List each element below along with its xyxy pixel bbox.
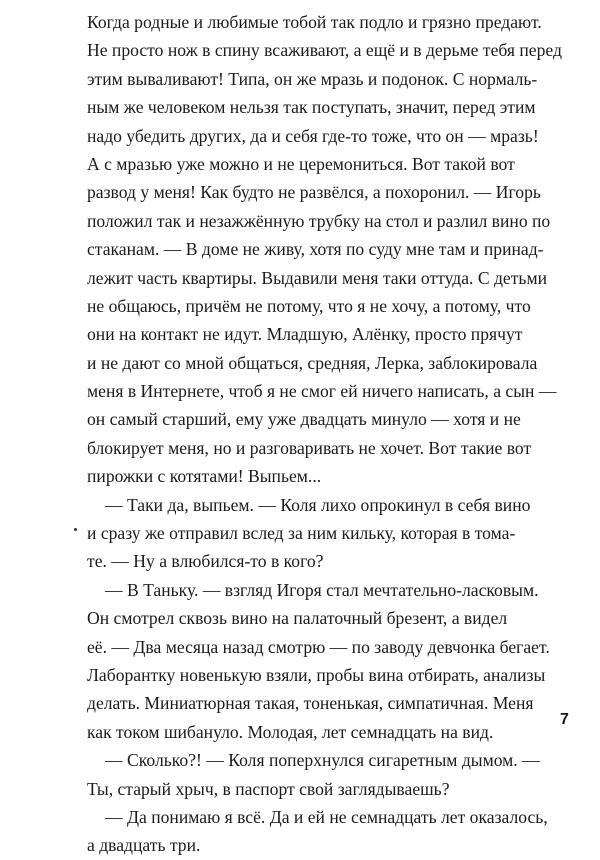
text-line: Лаборантку новенькую взяли, пробы вина отбирать, анализы <box>87 664 546 685</box>
text-line: стаканам. — В доме не живу, хотя по суду мне там и принад- <box>87 239 544 260</box>
text-line: и не дают со мной общаться, средняя, Лерка, заблокировала <box>87 352 538 373</box>
text-line: он самый старший, ему уже двадцать минуло — хотя и не <box>87 409 521 430</box>
text-line: этим вываливают! Типа, он же мразь и подонок. С нормаль- <box>87 68 538 89</box>
text-line: надо убедить других, да и себя где-то тоже, что он — мразь! <box>87 125 539 146</box>
paragraph-start-line: — Да понимаю я всё. Да и ей не семнадцать лет оказалось, <box>105 806 548 827</box>
text-line: Не просто нож в спину всаживают, а ещё и в дерьме тебя перед <box>87 40 562 61</box>
text-line: лежит часть квартиры. Выдавили меня таки оттуда. С детьми <box>87 267 548 288</box>
text-line: не общаюсь, причём не потому, что я не хочу, а потому, что <box>87 295 531 316</box>
text-line: Он смотрел сквозь вино на палаточный брезент, а видел <box>87 608 508 629</box>
text-line: её. — Два месяца назад смотрю — по заводу девчонка бегает. <box>87 636 550 657</box>
text-line: Когда родные и любимые тобой так подло и грязно предают. <box>87 12 542 32</box>
text-line: Ты, старый хрыч, в паспорт свой заглядываешь? <box>87 778 450 799</box>
text-line: они на контакт не идут. Младшую, Алёнку, просто прячут <box>87 324 523 345</box>
text-line: пирожки с котятами! Выпьем... <box>87 466 322 487</box>
text-line: а двадцать три. <box>87 835 201 856</box>
paragraph-start-line: — Таки да, выпьем. — Коля лихо опрокинул в себя вино <box>105 494 531 515</box>
text-line: ным же человеком нельзя так поступать, значит, перед этим <box>87 97 536 118</box>
text-line: делать. Миниатюрная такая, тоненькая, симпатичная. Меня <box>87 693 534 714</box>
text-line: блокирует меня, но и разговаривать не хочет. Вот такие вот <box>87 437 532 458</box>
text-line: положил так и незажжённую трубку на стол и разлил вино по <box>87 210 551 231</box>
paragraph-start-line: — Сколько?! — Коля поперхнулся сигаретным дымом. — <box>105 750 540 771</box>
text-line: развод у меня! Как будто не развёлся, а похоронил. — Игорь <box>87 182 541 203</box>
text-line: меня в Интернете, чтоб я не смог ей ничего написать, а сын — <box>87 381 557 402</box>
text-line: те. — Ну а влюбился-то в кого? <box>87 551 324 572</box>
scan-speck <box>74 528 77 531</box>
page-number: 7 <box>560 711 569 728</box>
text-line: А с мразью уже можно и не церемониться. Вот такой вот <box>87 153 515 174</box>
paragraph-start-line: — В Таньку. — взгляд Игоря стал мечтательно-ласковым. <box>105 579 539 600</box>
body-text <box>87 8 587 860</box>
text-line: и сразу же отправил вслед за ним кильку, которая в тома- <box>87 523 516 544</box>
text-line: как током шибануло. Молодая, лет семнадцать на вид. <box>87 721 494 742</box>
